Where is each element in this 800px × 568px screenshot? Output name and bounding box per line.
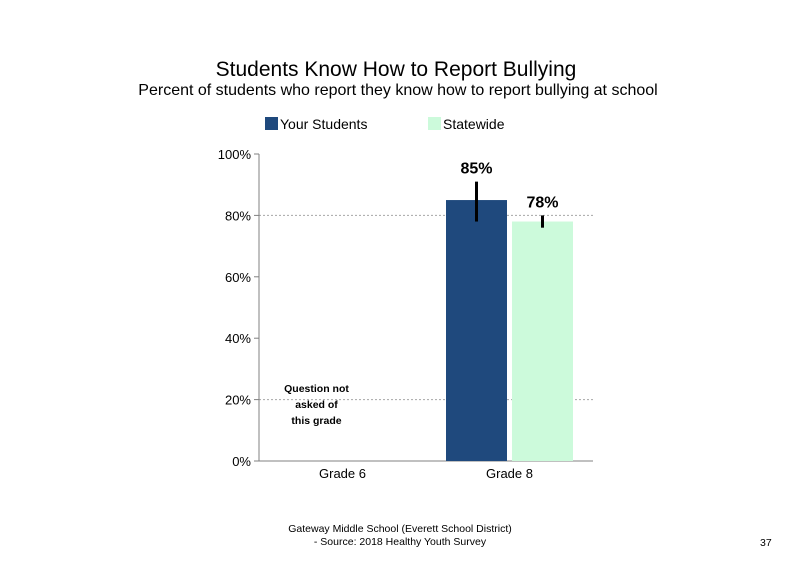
footer-school: Gateway Middle School (Everett School District) [288,523,512,535]
y-tick-label: 20% [224,392,251,408]
bar [512,222,573,461]
page-number: 37 [760,537,772,549]
bar [446,200,507,461]
y-tick-label: 100% [217,147,251,162]
y-tick-label: 80% [224,208,251,224]
chart-subtitle: Percent of students who report they know how to report bullying at school [138,82,658,99]
annotation-line: Question not [284,383,349,395]
chart-title: Students Know How to Report Bullying [215,58,577,81]
footer-source: - Source: 2018 Healthy Youth Survey [313,536,487,548]
data-label: 78% [526,194,559,212]
legend-label: Statewide [443,116,505,132]
y-tick-label: 60% [224,269,251,285]
legend-swatch [265,117,278,130]
data-label: 85% [460,160,493,178]
legend-label: Your Students [280,116,368,132]
y-tick-label: 40% [224,331,251,347]
y-tick-label: 0% [232,454,251,469]
annotation-line: asked of [295,399,338,411]
x-tick-label: Grade 6 [319,466,366,481]
x-tick-label: Grade 8 [486,466,533,481]
annotation-line: this grade [291,415,342,427]
legend-swatch [428,117,441,130]
footer [0,523,800,549]
